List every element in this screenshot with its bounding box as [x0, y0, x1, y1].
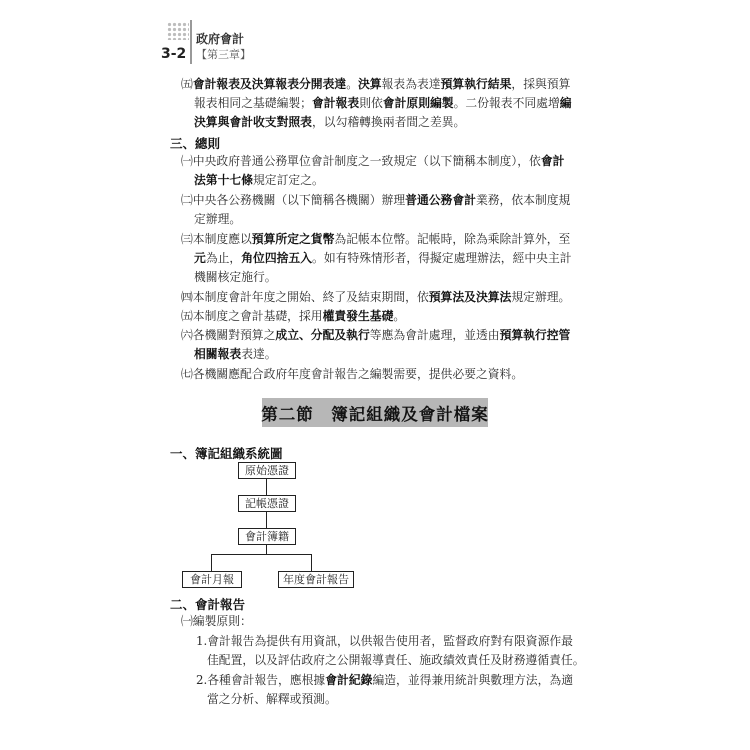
connector-source-to-voucher [266, 478, 267, 495]
node-source-voucher: 原始憑證 [238, 462, 296, 479]
connector-branch-horizontal [211, 554, 312, 555]
principle-label: ㈠編製原則： [181, 614, 252, 628]
connector-voucher-to-ledger [266, 511, 267, 528]
book-title: 政府會計 [196, 32, 245, 46]
item5-line2: 報表相同之基礎編製；會計報表則依會計原則編製。二份報表不同處增編 [194, 96, 572, 110]
rule3-line1: ㈢本制度應以預算所定之貨幣為記帳本位幣。記帳時，除為乘除計算外，至 [181, 232, 571, 246]
rule1-line1: ㈠中央政府普通公務單位會計制度之一致規定（以下簡稱本制度），依會計 [181, 154, 565, 168]
header-divider [190, 20, 192, 64]
chapter-label: 【第三章】 [196, 48, 251, 61]
connector-branch-left [211, 554, 212, 571]
rule5-line1: ㈤本制度之會計基礎，採用權責發生基礎。 [181, 309, 406, 323]
report-heading: 二、會計報告 [170, 597, 246, 612]
rule4-line1: ㈣本制度會計年度之開始、終了及結束期間，依預算法及決算法規定辦理。 [181, 290, 571, 304]
node-annual-report: 年度會計報告 [278, 571, 354, 588]
principle1-line1: 1.會計報告為提供有用資訊，以供報告使用者，監督政府對有限資源作最 [196, 634, 573, 648]
org-chart-heading: 一、簿記組織系統圖 [170, 446, 283, 461]
item5-line3: 決算與會計收支對照表，以勾稽轉換兩者間之差異。 [194, 115, 466, 129]
node-bookkeeping-voucher: 記帳憑證 [238, 495, 296, 512]
section-three-heading: 三、總則 [170, 136, 221, 151]
principle2-line2: 當之分析、解釋或預測。 [207, 692, 337, 706]
node-ledger: 會計簿籍 [238, 528, 296, 545]
rule2-line2: 定辦理。 [194, 212, 242, 226]
connector-branch-right [311, 554, 312, 571]
page-number: 3-2 [161, 46, 187, 62]
rule1-line2: 法第十七條規定訂定之。 [194, 173, 324, 187]
rule2-line1: ㈡中央各公務機關（以下簡稱各機關）辦理普通公務會計業務，依本制度規 [181, 193, 571, 207]
header-dot-pattern [167, 22, 189, 40]
rule6-line1: ㈥各機關對預算之成立、分配及執行等應為會計處理，並透由預算執行控管 [181, 328, 571, 342]
section-banner-title: 第二節 簿記組織及會計檔案 [261, 404, 489, 424]
item5-line1: ㈤會計報表及決算報表分開表達。決算報表為表達預算執行結果，採與預算 [181, 77, 571, 91]
section-banner [262, 398, 488, 427]
rule3-line3: 機關核定施行。 [194, 270, 277, 284]
rule3-line2: 元為止，角位四捨五入。如有特殊情形者，得擬定處理辦法，經中央主計 [194, 251, 572, 265]
rule6-line2: 相關報表表達。 [194, 347, 277, 361]
principle2-line1: 2.各種會計報告，應根據會計紀錄編造，並得兼用統計與數理方法，為適 [196, 673, 573, 687]
principle1-line2: 佳配置，以及評估政府之公開報導責任、施政績效責任及財務遵循責任。 [207, 653, 585, 667]
rule7-line1: ㈦各機關應配合政府年度會計報告之編製需要，提供必要之資料。 [181, 367, 524, 381]
node-monthly-report: 會計月報 [182, 571, 242, 588]
connector-ledger-down [266, 544, 267, 554]
